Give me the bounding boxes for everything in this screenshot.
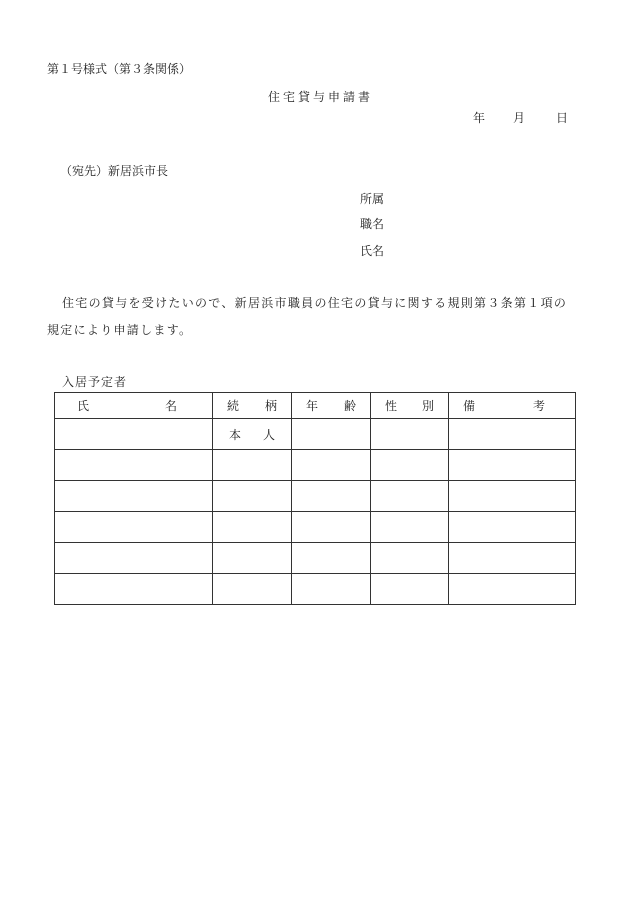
table-row bbox=[55, 481, 576, 512]
addressee: （宛先）新居浜市長 bbox=[60, 164, 169, 178]
header-gender bbox=[371, 393, 449, 419]
cell-remarks[interactable] bbox=[449, 419, 576, 450]
cell-age[interactable] bbox=[292, 574, 371, 605]
cell-age[interactable] bbox=[292, 512, 371, 543]
header-relation bbox=[213, 393, 292, 419]
cell-gender[interactable] bbox=[371, 419, 449, 450]
cell-relation[interactable] bbox=[213, 512, 292, 543]
cell-remarks[interactable] bbox=[449, 481, 576, 512]
table-row bbox=[55, 543, 576, 574]
cell-remarks[interactable] bbox=[449, 574, 576, 605]
date-month: 月 bbox=[513, 111, 526, 125]
cell-age[interactable] bbox=[292, 481, 371, 512]
cell-name[interactable] bbox=[55, 481, 213, 512]
cell-relation[interactable] bbox=[213, 543, 292, 574]
table-row bbox=[55, 450, 576, 481]
cell-remarks[interactable] bbox=[449, 450, 576, 481]
cell-name[interactable] bbox=[55, 543, 213, 574]
cell-name[interactable] bbox=[55, 512, 213, 543]
table-row bbox=[55, 512, 576, 543]
cell-name[interactable] bbox=[55, 450, 213, 481]
header-age bbox=[292, 393, 371, 419]
form-number: 第１号様式（第３条関係） bbox=[47, 62, 192, 76]
header-char: 柄 bbox=[264, 399, 277, 413]
cell-gender[interactable] bbox=[371, 450, 449, 481]
cell-remarks[interactable] bbox=[449, 543, 576, 574]
header-char: 年 bbox=[306, 399, 319, 413]
cell-gender[interactable] bbox=[371, 481, 449, 512]
cell-relation[interactable] bbox=[213, 419, 292, 450]
cell-remarks[interactable] bbox=[449, 512, 576, 543]
table-caption: 入居予定者 bbox=[62, 375, 128, 389]
header-char: 性 bbox=[385, 399, 398, 413]
relation-self: 本 bbox=[229, 427, 242, 442]
body-text-line2: 規定により申請します。 bbox=[47, 323, 193, 337]
cell-gender[interactable] bbox=[371, 574, 449, 605]
cell-age[interactable] bbox=[292, 543, 371, 574]
cell-gender[interactable] bbox=[371, 512, 449, 543]
cell-name[interactable] bbox=[55, 574, 213, 605]
field-name: 氏名 bbox=[360, 244, 385, 258]
cell-age[interactable] bbox=[292, 450, 371, 481]
header-char: 続 bbox=[227, 399, 240, 413]
header-name bbox=[55, 393, 213, 419]
header-char: 別 bbox=[421, 399, 434, 413]
cell-relation[interactable] bbox=[213, 574, 292, 605]
header-char: 考 bbox=[532, 399, 545, 413]
occupant-table bbox=[54, 392, 576, 605]
field-affiliation: 所属 bbox=[360, 192, 385, 206]
document-title: 住宅貸与申請書 bbox=[268, 90, 374, 104]
cell-relation[interactable] bbox=[213, 450, 292, 481]
table-header-row bbox=[55, 393, 576, 419]
cell-gender[interactable] bbox=[371, 543, 449, 574]
relation-self: 人 bbox=[262, 427, 275, 442]
cell-name[interactable] bbox=[55, 419, 213, 450]
header-char: 齢 bbox=[343, 399, 356, 413]
header-char: 名 bbox=[164, 399, 177, 413]
cell-relation[interactable] bbox=[213, 481, 292, 512]
table-row bbox=[55, 574, 576, 605]
body-text-line1: 住宅の貸与を受けたいので、新居浜市職員の住宅の貸与に関する規則第３条第１項の bbox=[62, 296, 568, 310]
header-char: 備 bbox=[463, 399, 476, 413]
header-char: 氏 bbox=[77, 399, 90, 413]
date-year: 年 bbox=[473, 111, 486, 125]
cell-age[interactable] bbox=[292, 419, 371, 450]
header-remarks bbox=[449, 393, 576, 419]
date-day: 日 bbox=[556, 111, 569, 125]
table-row bbox=[55, 419, 576, 450]
field-position: 職名 bbox=[360, 217, 385, 231]
